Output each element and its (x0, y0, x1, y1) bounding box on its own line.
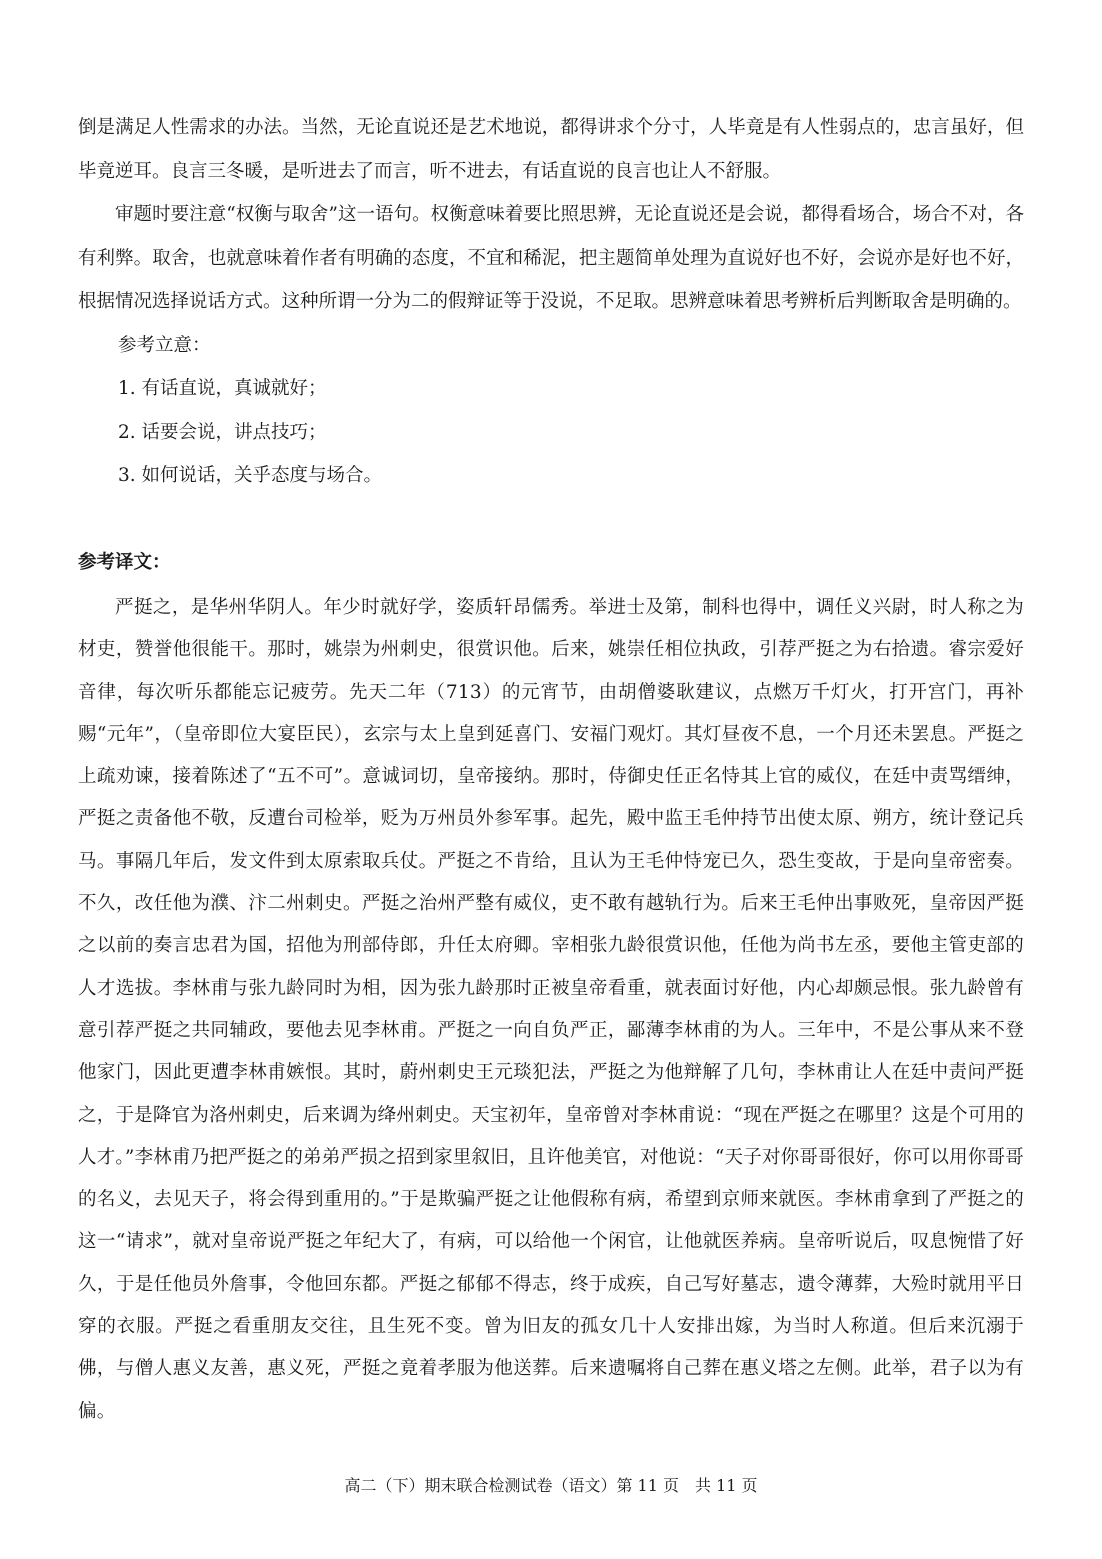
theme-item-2: 2. 话要会说，讲点技巧； (118, 421, 327, 443)
paragraph-continuation: 倒是满足人性需求的办法。当然，无论直说还是艺术地说，都得讲求个分寸，人毕竟是有人性弱点的，忠言虽好，但毕竟逆耳。良言三冬暖，是听进去了而言，听不进去，有话直说的良言也让人不舒服。 (78, 117, 1024, 182)
theme-item-1: 1. 有话直说，真诚就好； (118, 378, 327, 399)
page-footer: 高二（下）期末联合检测试卷（语文）第 11 页 共 11 页 (344, 1476, 758, 1495)
translation-heading: 参考译文： (78, 552, 171, 573)
translation-paragraph: 严挺之，是华州华阴人。年少时就好学，姿质轩昂儒秀。举进士及第，制科也得中，调任义兴尉，时人称之为材吏，赞誉他很能干。那时，姚崇为州刺史，很赏识他。后来，姚崇任相位执政，引荐严挺之为右拾遗。睿宗爱好音律，每次听乐都能忘记疲劳。先天二年（713）的元宵节，由胡僧婆耿建议，点燃万千灯火，打开宫门，再补赐“元年”，（皇帝即位大宴臣民），玄宗与太上皇到延喜门、安福门观灯。其灯昼夜不息，一个月还未罢息。严挺之上疏劝谏，接着陈述了“五不可”。意诚词切，皇帝接纳。那时，侍御史任正名恃其上官的威仪，在廷中责骂缙绅，严挺之责备他不敬，反遭台司检举，贬为万州员外参军事。起先，殿中监王毛仲持节出使太原、朔方，统计登记兵马。事隔几年后，发文件到太原索取兵仗。严挺之不肯给，且认为王毛仲恃宠已久，恐生变故，于是向皇帝密奏。不久，改任他为濮、汴二州刺史。严挺之治州严整有威仪，吏不敢有越轨行为。后来王毛仲出事败死，皇帝因严挺之以前的奏言忠君为国，招他为刑部侍郎，升任太府卿。宰相张九龄很赏识他，任他为尚书左丞，要他主管吏部的人才选拔。李林甫与张九龄同时为相，因为张九龄那时正被皇帝看重，就表面讨好他，内心却颇忌恨。张九龄曾有意引荐严挺之共同辅政，要他去见李林甫。严挺之一向自负严正，鄙薄李林甫的为人。三年中，不是公事从来不登他家门，因此更遭李林甫嫉恨。其时，蔚州刺史王元琰犯法，严挺之为他辩解了几句，李林甫让人在廷中责问严挺之，于是降官为洛州刺史，后来调为绛州刺史。天宝初年，皇帝曾对李林甫说：“现在严挺之在哪里？这是个可用的人才。”李林甫乃把严挺之的弟弟严损之招到家里叙旧，且许他美官，对他说：“天子对你哥哥很好，你可以用你哥哥的名义，去见天子，将会得到重用的。”于是欺骗严挺之让他假称有病，希望到京师来就医。李林甫拿到了严挺之的这一“请求”，就对皇帝说严挺之年纪大了，有病，可以给他一个闲官，让他就医养病。皇帝听说后，叹息惋惜了好久，于是任他员外詹事，令他回东都。严挺之郁郁不得志，终于成疾，自己写好墓志，遗令薄葬，大殓时就用平日穿的衣服。严挺之看重朋友交往，且生死不变。曾为旧友的孤女几十人安排出嫁，为当时人称道。但后来沉溺于佛，与僧人惠义友善，惠义死，严挺之竟着孝服为他送葬。后来遗嘱将自己葬在惠义塔之左侧。此举，君子以为有偏。 (78, 597, 1024, 1422)
theme-item-3: 3. 如何说话，关乎态度与场合。 (118, 465, 383, 486)
reference-theme-label: 参考立意： (118, 334, 211, 356)
essay-guidance-section (78, 106, 1024, 498)
translation-section (78, 587, 1024, 1433)
paragraph-review-note: 审题时要注意“权衡与取舍”这一语句。权衡意味着要比照思辨，无论直说还是会说，都得看场合，场合不对，各有利弊。取舍，也就意味着作者有明确的态度，不宜和稀泥，把主题简单处理为直说好也不好，会说亦是好也不好，根据情况选择说话方式。这种所谓一分为二的假辩证等于没说，不足取。思辨意味着思考辨析后判断取舍是明确的。 (78, 204, 1024, 312)
